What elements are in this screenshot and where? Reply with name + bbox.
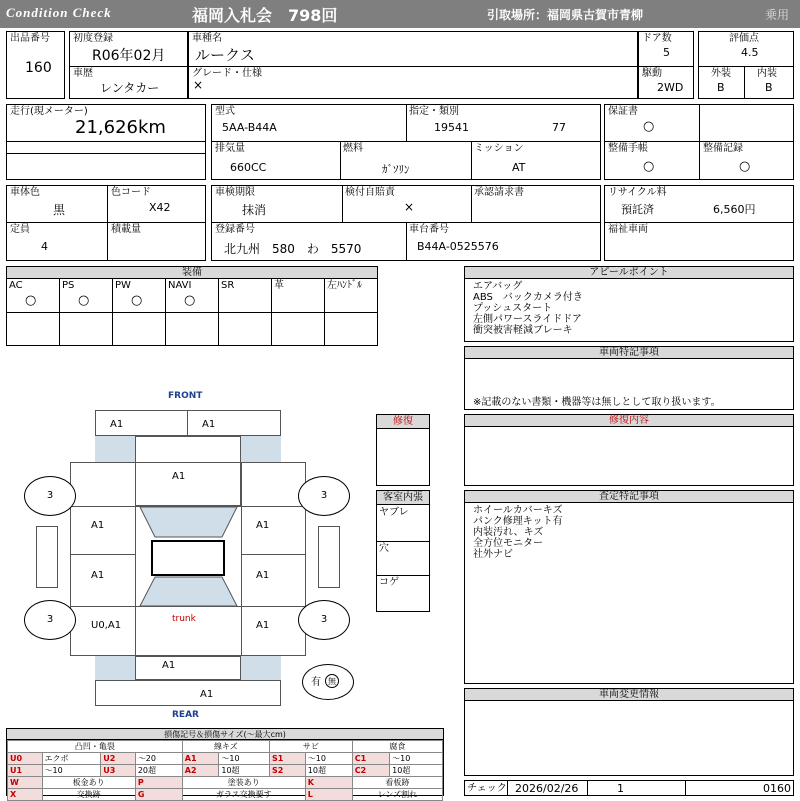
equipment-item-label: PS [62,280,75,291]
check-label: チェック [467,783,507,794]
tire-rear-right: 3 [298,600,350,640]
legend-desc: ～10 [390,753,443,765]
chassis-value: B44A-0525576 [417,240,499,253]
rear-label: REAR [172,710,199,720]
displacement-value: 660CC [230,161,267,174]
legend-desc: 20超 [135,765,182,777]
right-mirror [318,526,340,588]
interior-value: B [765,81,773,94]
assessment-line: ホイールカバーキズ [473,505,563,516]
mark-hood: A1 [172,471,186,482]
maint-record-value: ○ [739,159,751,174]
equipment-item-value: ○ [25,293,37,308]
auction-title: 福岡入札会 798回 [192,6,338,25]
legend-desc: 看板跡 [352,777,442,789]
equipment-item-label: 革 [274,280,284,291]
capacity-label: 定員 [10,224,30,235]
lot-box [6,31,65,99]
legend-desc: 板金あり [42,777,135,789]
interior-label: 内装 [757,68,777,79]
legend-group: 腐食 [352,741,442,753]
model-value: ルークス [195,46,255,64]
legend-desc: ～10 [305,753,352,765]
lot-value: 160 [25,60,52,76]
assessment-line: 内装汚れ、キズ [473,527,544,538]
maint-book-value: ○ [643,159,655,174]
class-value: 77 [552,121,566,134]
legend-code: S1 [270,753,306,765]
appeal-line: エアバッグ [473,281,523,292]
legend-desc: 10超 [390,765,443,777]
fuel-label: 燃料 [343,143,363,154]
legend-desc: レンズ割れ [352,789,442,801]
interior-state-item: 穴 [379,543,389,554]
mark-rear-bumper: A1 [200,689,214,700]
special-box [464,346,794,410]
interior-state-box [376,490,430,612]
legend-code: G [135,789,182,801]
legend-code: U2 [101,753,136,765]
legend-title: 損傷記号＆損傷サイズ(～最大cm) [7,729,443,740]
warranty-label: 保証書 [608,106,638,117]
equipment-blank-cell [60,313,113,345]
reg-no-value: 北九州 580 わ 5570 [224,242,362,256]
equipment-blank-cell [113,313,166,345]
change-info-title: 車両変更情報 [465,689,793,701]
mark-rl-quarter: U0,A1 [91,620,122,631]
special-note: ※記載のない書類・機器等は無しとして取り扱います。 [473,397,721,408]
legend-group: 凸凹・亀裂 [8,741,183,753]
legend-desc: ～20 [135,753,182,765]
appeal-box [464,266,794,342]
equipment-item [219,279,272,313]
mark-fr-door: A1 [256,570,270,581]
damage-legend [6,728,444,799]
rear-gate [135,656,241,680]
assessment-line: 全方位モニター [473,538,543,549]
legend-code: P [135,777,182,789]
mark-front-right: A1 [202,419,216,430]
inspection-box [211,185,601,261]
drive-label: 駆動 [642,68,662,79]
check-date: 2026/02/26 [515,782,579,795]
vehicle-category: 乗用 [765,8,790,22]
first-reg-box [69,31,188,99]
mark-front-left: A1 [110,419,124,430]
insurance-value: × [404,200,415,214]
left-mirror [36,526,58,588]
repair-content-box [464,414,794,486]
mark-fr-fender: A1 [256,520,270,531]
appeal-line: プッシュスタート [473,303,553,314]
appeal-line: 衝突被害軽減ブレーキ [473,325,573,336]
equipment-item [60,279,113,313]
legend-desc: ガラス交換要す [182,789,305,801]
history-value: レンタカー [100,81,160,95]
repair-box [376,414,430,486]
change-info-box [464,688,794,776]
interior-state-item: ヤブレ [379,507,409,518]
equipment-item [113,279,166,313]
body-color-value: 黒 [53,203,66,217]
mark-fl-door: A1 [91,570,105,581]
warranty-value: ○ [643,119,655,134]
mark-rr-quarter: A1 [256,620,270,631]
equipment-item-label: SR [221,280,235,291]
equipment-item-value: ○ [184,293,196,308]
equipment-blank-cell [272,313,325,345]
interior-state-item: コゲ [379,577,399,588]
tire-rear-left: 3 [24,600,76,640]
drive-value: 2WD [657,81,684,94]
equipment-item-label: AC [9,280,23,291]
recycle-status: 預託済 [621,203,654,216]
exterior-value: B [717,81,725,94]
header-bar [0,0,800,28]
chassis-label: 車台番号 [409,224,449,235]
doors-box [638,31,694,99]
appeal-line: 左側パワースライドドア [473,314,582,325]
appeal-title: アピールポイント [465,267,793,279]
mark-fl-fender: A1 [91,520,105,531]
rear-bumper [95,680,281,706]
equipment-item [7,279,60,313]
equipment-blank-cell [166,313,219,345]
legend-desc: 塗装あり [182,777,305,789]
score-label: 評価点 [729,33,759,44]
glass-shapes [136,507,241,607]
hood [135,436,241,506]
fuel-value: ｶﾞｿﾘﾝ [382,163,410,176]
maint-record-label: 整備記録 [703,143,743,154]
mark-rear-gate: A1 [162,660,176,671]
assessment-line: パンク修理キット有 [473,516,563,527]
legend-code: A1 [182,753,219,765]
grade-label: グレード・仕様 [192,68,262,79]
repair-label: 修復 [377,415,429,429]
body-color-box [6,185,206,261]
legend-code: X [8,789,43,801]
equipment-item-value: ○ [131,293,143,308]
assessment-line: 社外ナビ [473,549,513,560]
equipment-blank-cell [325,313,378,345]
type-value: 5AA-B44A [222,121,277,134]
mileage-box [6,104,206,180]
mileage-label: 走行(現メーター) [10,106,88,117]
assessment-title: 査定特記事項 [465,491,793,503]
special-title: 車両特記事項 [465,347,793,359]
model-label: 車種名 [192,33,222,44]
score-value: 4.5 [741,46,759,59]
legend-group: 線キズ [182,741,269,753]
lot-label: 出品番号 [10,33,50,44]
legend-code: S2 [270,765,306,777]
welfare-label: 福祉車両 [608,224,648,235]
mission-value: AT [512,161,526,174]
equipment-item [166,279,219,313]
grade-value: × [193,78,204,92]
equipment-blank-cell [219,313,272,345]
legend-code: C2 [352,765,389,777]
color-code-value: X42 [149,201,171,214]
check-box [464,780,794,796]
equipment-item [272,279,325,313]
equipment-item-label: NAVI [168,280,192,291]
legend-code: K [305,777,352,789]
warranty-box [604,104,794,180]
legend-desc: エクボ [42,753,101,765]
displacement-label: 排気量 [215,143,245,154]
legend-code: L [305,789,352,801]
capacity-value: 4 [41,240,48,253]
model-box [188,31,638,99]
legend-desc: 交換跡 [42,789,135,801]
legend-desc: ～10 [42,765,101,777]
designation-value: 19541 [434,121,469,134]
history-label: 車歴 [73,68,93,79]
type-box [211,104,601,180]
check-count: 1 [617,782,624,795]
pickup-place: 引取場所：福岡県古賀市青柳 [487,8,644,22]
equipment-item-label: PW [115,280,131,291]
trunk-label: trunk [172,614,196,624]
inspection-value: 抹消 [242,203,267,217]
tire-front-right: 3 [298,476,350,516]
first-reg-label: 初度登録 [73,33,113,44]
spare-text: 有 [311,677,321,688]
tire-front-left: 3 [24,476,76,516]
designation-label: 指定・類別 [409,106,459,117]
spare-mark: 無 [325,674,339,688]
insurance-label: 検付自賠責 [345,187,395,198]
legend-code: U0 [8,753,43,765]
body-color-label: 車体色 [10,187,40,198]
equipment-item [325,279,378,313]
front-label: FRONT [168,391,203,401]
first-reg-value: R06年02月 [92,48,166,64]
spare-tire-indicator [302,664,354,700]
inspection-label: 車検期限 [215,187,255,198]
interior-state-title: 客室内張 [377,491,429,505]
exterior-label: 外装 [711,68,731,79]
doors-label: ドア数 [642,33,672,44]
legend-code: C1 [352,753,389,765]
doors-value: 5 [663,46,670,59]
load-label: 積載量 [111,224,141,235]
recycle-value: 6,560円 [713,203,756,216]
check-number: 0160 [763,782,791,795]
equipment-box [6,266,378,346]
recycle-box [604,185,794,261]
recycle-label: リサイクル料 [608,187,667,198]
type-label: 型式 [215,106,235,117]
mission-label: ミッション [474,143,524,154]
legend-code: U3 [101,765,136,777]
mileage-value: 21,626km [75,117,166,138]
repair-content-title: 修復内容 [465,415,793,427]
reg-no-label: 登録番号 [215,224,255,235]
equipment-item-label: 左ﾊﾝﾄﾞﾙ [327,280,362,291]
legend-desc: 10超 [305,765,352,777]
legend-code: A2 [182,765,219,777]
color-code-label: 色コード [111,187,151,198]
approval-label: 承認請求書 [474,187,524,198]
legend-group: サビ [270,741,353,753]
equipment-blank-cell [7,313,60,345]
maint-book-label: 整備手帳 [608,143,648,154]
equipment-title: 装備 [7,267,377,279]
legend-desc: 10超 [219,765,270,777]
assessment-box [464,490,794,684]
legend-desc: ～10 [219,753,270,765]
appeal-line: ABS バックカメラ付き [473,292,583,303]
legend-code: U1 [8,765,43,777]
score-box [698,31,794,99]
equipment-item-value: ○ [78,293,90,308]
brand-title: Condition Check [6,5,112,20]
legend-code: W [8,777,43,789]
